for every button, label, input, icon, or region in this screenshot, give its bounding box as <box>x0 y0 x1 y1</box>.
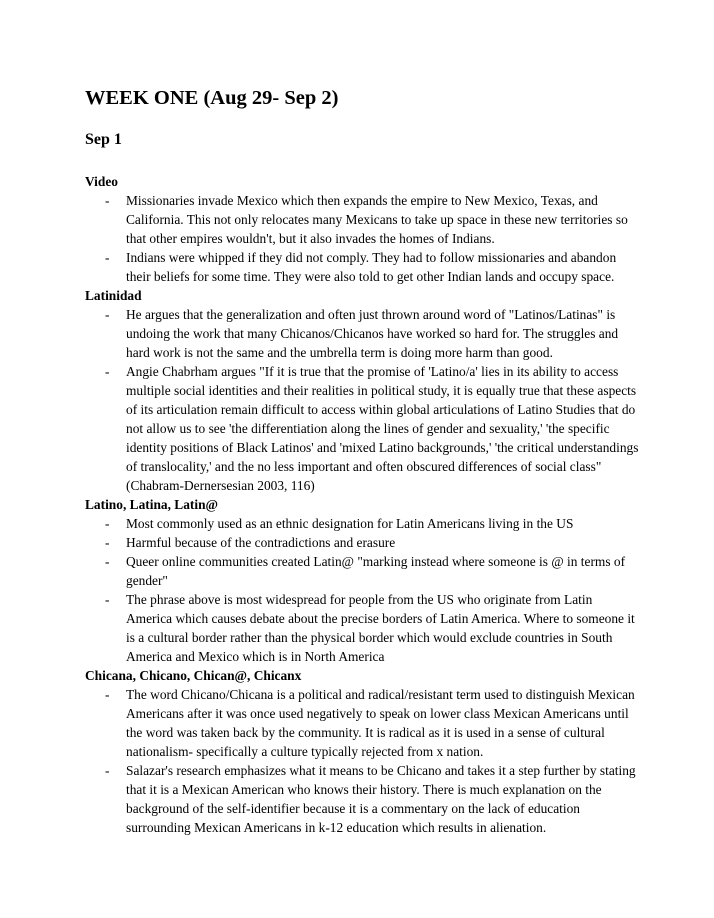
section-heading: Latino, Latina, Latin@ <box>85 497 218 512</box>
day-title: Sep 1 <box>85 131 122 148</box>
bullet-list <box>85 685 640 837</box>
bullet-item <box>85 590 640 666</box>
bullet-item <box>85 305 640 362</box>
section-heading: Chicana, Chicano, Chican@, Chicanx <box>85 668 302 683</box>
bullet-item <box>85 552 640 590</box>
bullet-item <box>85 514 640 533</box>
section-latinidad <box>85 286 640 495</box>
dash-bullet-icon: - <box>105 763 110 778</box>
section-latino-latina <box>85 495 640 666</box>
bullet-item <box>85 761 640 837</box>
bullet-item <box>85 362 640 495</box>
bullet-text: Salazar's research emphasizes what it means to be Chicano and takes it a step further by stating that it is a Mexican American who knows their history. There is much explanation on the background of the self-identifier because it is a commentary on the lack of education surrounding Mexican Americans in k-12 education which results in alienation. <box>126 763 636 835</box>
bullet-text: Harmful because of the contradictions and erasure <box>126 535 396 550</box>
section-heading: Latinidad <box>85 288 142 303</box>
bullet-text: The word Chicano/Chicana is a political and radical/resistant term used to distinguish Mexican Americans after it was once used negatively to speak on lower class Mexican Americans until the word was taken back by the community. It is radical as it is used in a sense of cultural nationalism- specifically a culture typically rejected from x nation. <box>126 687 635 759</box>
dash-bullet-icon: - <box>105 364 110 379</box>
bullet-list <box>85 191 640 286</box>
bullet-text: Indians were whipped if they did not comply. They had to follow missionaries and abandon their beliefs for some time. They were also told to get other Indian lands and occupy space. <box>126 250 617 284</box>
bullet-text: Missionaries invade Mexico which then expands the empire to New Mexico, Texas, and California. This not only relocates many Mexicans to take up space in these new territories so that other empires wouldn't, but it also invades the homes of Indians. <box>126 193 628 246</box>
bullet-text: Most commonly used as an ethnic designation for Latin Americans living in the US <box>126 516 574 531</box>
bullet-item <box>85 191 640 248</box>
bullet-item <box>85 685 640 761</box>
dash-bullet-icon: - <box>105 193 110 208</box>
bullet-list <box>85 305 640 495</box>
bullet-list <box>85 514 640 666</box>
bullet-text: The phrase above is most widespread for people from the US who originate from Latin America which causes debate about the precise borders of Latin America. Where to someone it is a cultural border rather than the physical border which would exclude countries in South America and Mexico which is in North America <box>126 592 635 664</box>
bullet-item <box>85 248 640 286</box>
section-heading: Video <box>85 174 118 189</box>
section-chicana-chicano <box>85 666 640 837</box>
dash-bullet-icon: - <box>105 250 110 265</box>
bullet-text: Angie Chabrham argues "If it is true that the promise of 'Latino/a' lies in its ability to access multiple social identities and their realities in political study, it is equally true that these aspects of its articulation remain difficult to access within global articulations of Latino Studies that do not allow us to see 'the differentiation along the lines of gender and sexuality,' 'the specific identity positions of Black Latinos' and 'mixed Latino backgrounds,' 'the critical understandings of translocality,' and the no less important and often obscured differences of social class" (Chabram-Dernersesian 2003, 116) <box>126 364 639 493</box>
notes-body <box>85 172 640 837</box>
week-title: WEEK ONE (Aug 29- Sep 2) <box>85 87 339 109</box>
dash-bullet-icon: - <box>105 687 110 702</box>
dash-bullet-icon: - <box>105 307 110 322</box>
dash-bullet-icon: - <box>105 516 110 531</box>
dash-bullet-icon: - <box>105 592 110 607</box>
dash-bullet-icon: - <box>105 535 110 550</box>
bullet-text: He argues that the generalization and often just thrown around word of "Latinos/Latinas" is undoing the work that many Chicanos/Chicanos have worked so hard for. The struggles and hard work is not the same and the umbrella term is doing more harm than good. <box>126 307 619 360</box>
section-video <box>85 172 640 286</box>
dash-bullet-icon: - <box>105 554 110 569</box>
bullet-item <box>85 533 640 552</box>
bullet-text: Queer online communities created Latin@ "marking instead where someone is @ in terms of gender" <box>126 554 626 588</box>
